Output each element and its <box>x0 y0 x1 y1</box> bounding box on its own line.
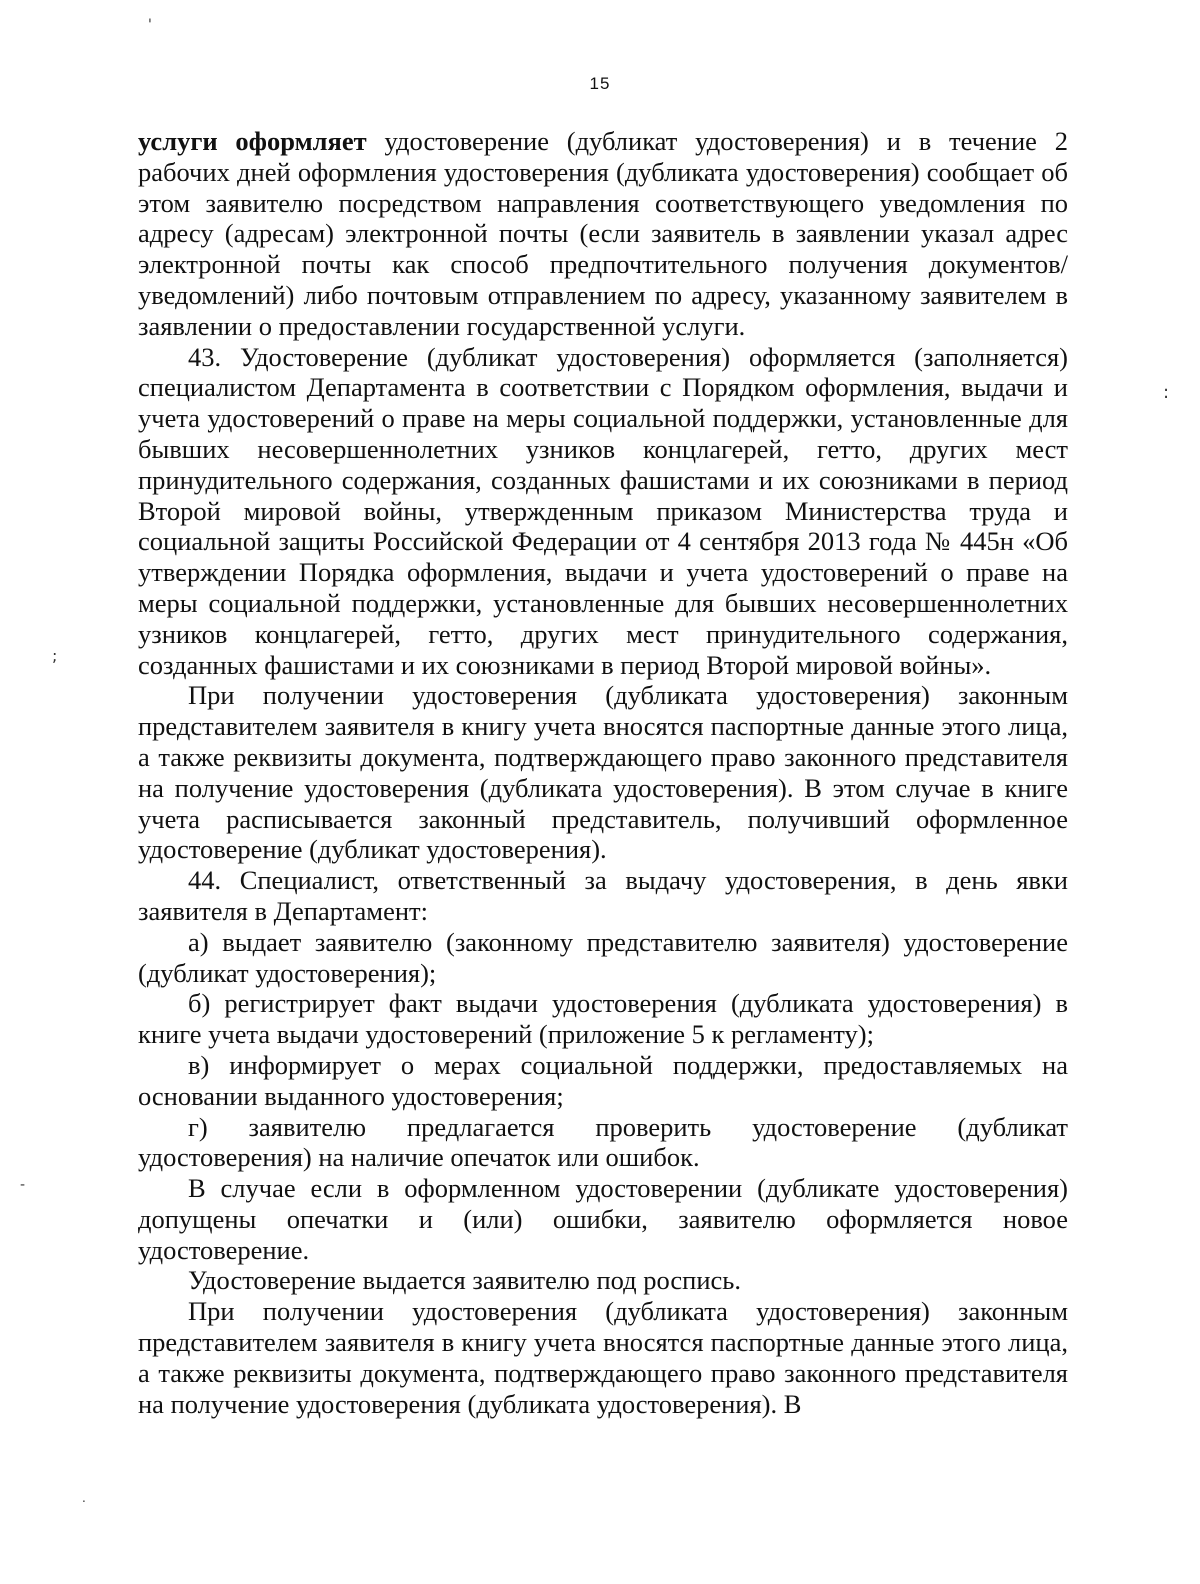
paragraph-item-43: 43. Удостоверение (дубликат удостоверения) оформляется (заполняется) специалистом Департамента в соответствии с Порядком оформления, выдачи и учета удостоверений о праве на меры социальной поддержки, установленные для бывших несовершеннолетних узников концлагерей, гетто, других мест принудительного содержания, созданных фашистами и их союзниками в период Второй мировой войны, утвержденным приказом Министерства труда и социальной защиты Российской Федерации от 4 сентября 2013 года № 445н «Об утверждении Порядка оформления, выдачи и учета удостоверений о праве на меры социальной поддержки, установленные для бывших несовершеннолетних узников концлагерей, гетто, других мест принудительного содержания, созданных фашистами и их союзниками в период Второй мировой войны». <box>138 341 1068 680</box>
paragraph-subitem-a: а) выдает заявителю (законному представителю заявителя) удостоверение (дубликат удостоверения); <box>138 926 1068 988</box>
paragraph-subitem-b: б) регистрирует факт выдачи удостоверения (дубликата удостоверения) в книге учета выдачи удостоверений (приложение 5 к регламенту); <box>138 988 1068 1050</box>
paragraph-item-44: 44. Специалист, ответственный за выдачу удостоверения, в день явки заявителя в Департамент: <box>138 865 1068 926</box>
scan-speck: ' <box>148 17 152 33</box>
scan-speck: . <box>82 1491 86 1505</box>
paragraph-lead-bold: услуги оформляет <box>138 126 367 156</box>
paragraph-subitem-v: в) информирует о мерах социальной поддержки, предоставляемых на основании выданного удостоверения; <box>138 1049 1068 1111</box>
paragraph-signature: Удостоверение выдается заявителю под роспись. <box>188 1265 742 1296</box>
paragraph-text: удостоверение (дубликат удостоверения) и в течение 2 рабочих дней оформления удостоверения (дубликата удостоверения) сообщает об этом заявителю посредством направления соответствующего уведомления по адресу (адресам) электронной почты (если заявитель в заявлении указал адрес электронной почты как способ предпочтительного получения документов/уведомлений) либо почтовым отправлением по адресу, указанному заявителем в заявлении о предоставлении государственной услуги. <box>138 126 1069 341</box>
paragraph-errors: В случае если в оформленном удостоверении (дубликате удостоверения) допущены опечатки и (или) ошибки, заявителю оформляется новое удостоверение. <box>138 1173 1068 1265</box>
scan-speck: : <box>1163 382 1170 403</box>
paragraph-legal-representative-repeat: При получении удостоверения (дубликата удостоверения) законным представителем заявителя в книгу учета вносятся паспортные данные этого лица, а также реквизиты документа, подтверждающего право законного представителя на получение удостоверения (дубликата удостоверения). В <box>138 1296 1068 1419</box>
scan-speck: ; <box>52 646 58 665</box>
document-body <box>138 126 1068 1419</box>
paragraph-legal-representative: При получении удостоверения (дубликата удостоверения) законным представителем заявителя в книгу учета вносятся паспортные данные этого лица, а также реквизиты документа, подтверждающего право законного представителя на получение удостоверения (дубликата удостоверения). В этом случае в книге учета расписывается законный представитель, получивший оформленное удостоверение (дубликат удостоверения). <box>138 680 1068 865</box>
paragraph-subitem-g: г) заявителю предлагается проверить удостоверение (дубликат удостоверения) на наличие опечаток или ошибок. <box>138 1111 1068 1173</box>
paragraph-continuation <box>138 126 1068 342</box>
scan-speck: - <box>20 1177 26 1193</box>
page-number: 15 <box>589 74 611 93</box>
